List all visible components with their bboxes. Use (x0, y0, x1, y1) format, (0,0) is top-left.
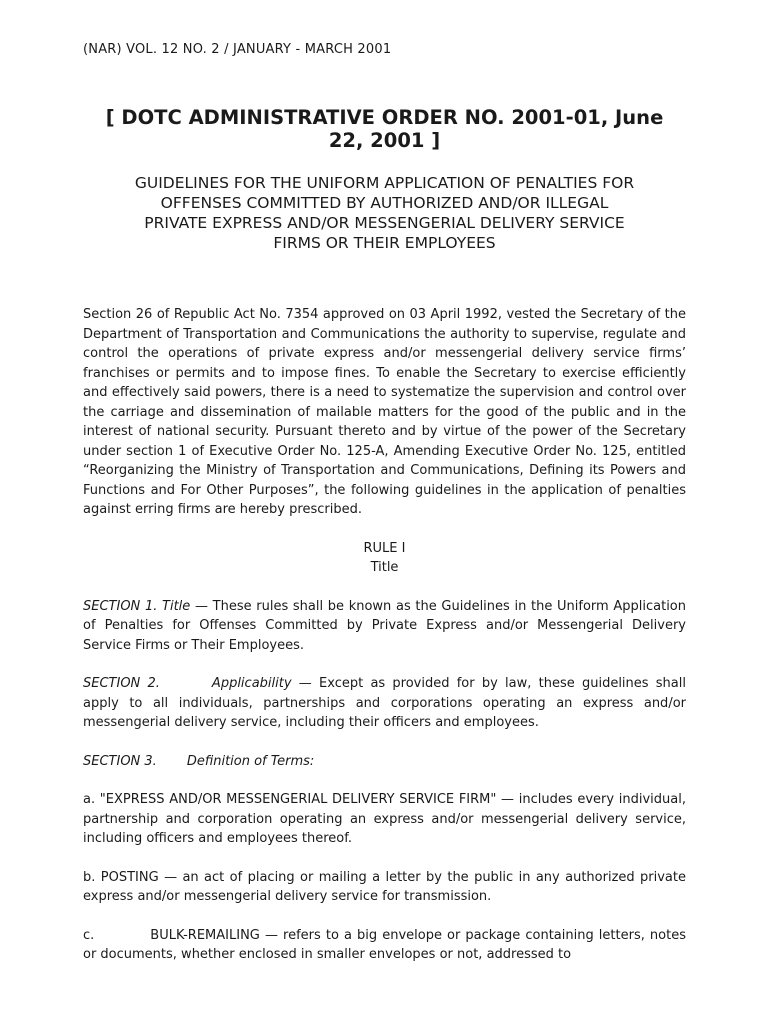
document-subtitle (83, 173, 686, 253)
definition-c-text: BULK-REMAILING — refers to a big envelope or package containing letters, notes or documents, whether enclosed in smaller envelopes or not, addressed to (83, 927, 686, 962)
citation-header: (NAR) VOL. 12 NO. 2 / JANUARY - MARCH 2001 (83, 42, 392, 57)
section-1-label: SECTION 1. Title (83, 598, 191, 614)
rule-heading (83, 539, 686, 578)
section-3-heading: Definition of Terms: (186, 753, 315, 769)
document-body (83, 305, 686, 984)
definition-a: a. "EXPRESS AND/OR MESSENGERIAL DELIVERY SERVICE FIRM" — includes every individual, partnership and corporation operating an express and/or messengerial delivery service, including officers and employees thereof. (83, 792, 686, 846)
section-3-label: SECTION 3. (83, 753, 157, 769)
section-1-text: — These rules shall be known as the Guidelines in the Uniform Application of Penalties for Offenses Committed by Private Express and/or Messengerial Delivery Service Firms or Their Employees. (83, 598, 687, 653)
section-2-paragraph (83, 674, 686, 733)
subtitle-line-2: OFFENSES COMMITTED BY AUTHORIZED AND/OR ILLEGAL (160, 194, 609, 212)
definition-c (83, 926, 686, 965)
definition-c-label: c. (83, 927, 95, 943)
subtitle-line-3: PRIVATE EXPRESS AND/OR MESSENGERIAL DELIVERY SERVICE (144, 214, 625, 232)
document-title (83, 106, 686, 152)
section-1-paragraph (83, 597, 686, 656)
subtitle-line-1: GUIDELINES FOR THE UNIFORM APPLICATION OF PENALTIES FOR (134, 174, 635, 192)
rule-number: RULE I (363, 540, 406, 556)
section-3-paragraph (83, 752, 686, 772)
preamble-paragraph: Section 26 of Republic Act No. 7354 approved on 03 April 1992, vested the Secretary of the Department of Transportation and Communications the authority to supervise, regulate and control the operations of private express and/or messengerial delivery service firms’ franchises or permits and to impose fines. To enable the Secretary to exercise efficiently and effectively said powers, there is a need to systematize the supervision and control over the carriage and dissemination of mailable matters for the good of the public and in the interest of national security. Pursuant thereto and by virtue of the power of the Secretary under section 1 of Executive Order No. 125-A, Amending Executive Order No. 125, entitled “Reorganizing the Ministry of Transportation and Communications, Defining its Powers and Functions and For Other Purposes”, the following guidelines in the application of penalties against erring firms are hereby prescribed. (83, 307, 686, 517)
section-2-label: SECTION 2. (83, 676, 160, 691)
section-2-text: — Except as provided for by law, these guidelines shall apply to all individuals, partnerships and corporations operating an express and/or messengerial delivery service, including their officers and employees. (83, 676, 686, 730)
definition-b: b. POSTING — an act of placing or mailing a letter by the public in any authorized private express and/or messengerial delivery service for transmission. (83, 869, 686, 904)
title-line-1: [ DOTC ADMINISTRATIVE ORDER NO. 2001-01, June (105, 106, 664, 129)
title-line-2: 22, 2001 ] (328, 129, 441, 152)
subtitle-line-4: FIRMS OR THEIR EMPLOYEES (273, 234, 496, 252)
section-2-heading: Applicability (211, 676, 292, 691)
rule-name: Title (370, 560, 399, 575)
